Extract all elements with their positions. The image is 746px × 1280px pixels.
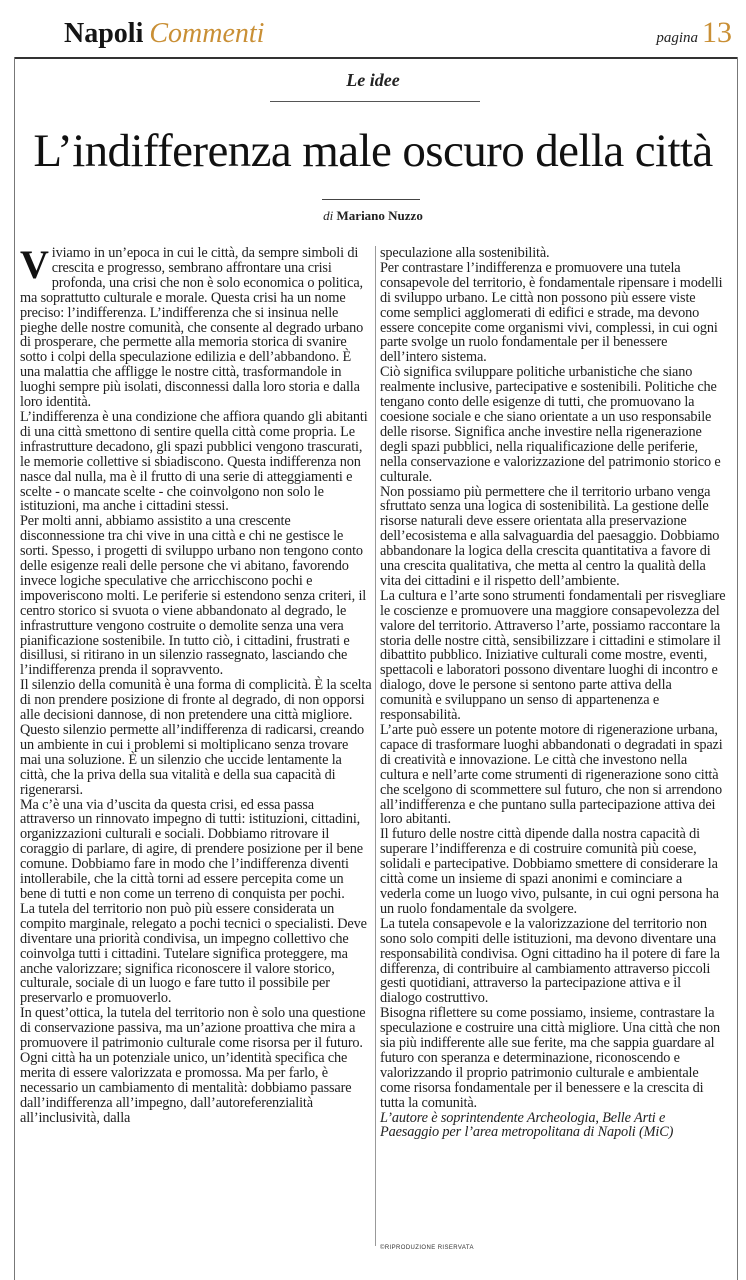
article-paragraph: Per contrastare l’indifferenza e promuovere una tutela consapevole del territorio, è fondamentale ripensare i modelli di sviluppo urbano. Le città non possono più essere viste come semplici agglomerati di edifici e strade, ma devono essere concepite come organismi vivi, complessi, in cui ogni parte svolge un ruolo fondamentale per il benessere dell’intero sistema. bbox=[380, 259, 723, 366]
masthead-divider bbox=[14, 57, 738, 59]
article-paragraph: L’indifferenza è una condizione che affiora quando gli abitanti di una città smettono di sentire quella città come propria. Le infrastrutture decadono, gli spazi pubblici vengono trascurati, le memorie collettive si sbiadiscono. Questa indifferenza non nasce dal nulla, ma è il frutto di una serie di atteggiamenti e scelte - o mancate scelte - che coinvolgono non solo le istituzioni, ma anche i cittadini stessi. bbox=[20, 408, 368, 515]
article-paragraph: Per molti anni, abbiamo assistito a una crescente disconnessione tra chi vive in una città e chi ne gestisce le sorti. Spesso, i progetti di sviluppo urbano non tengono conto delle esigenze reali delle persone che vi abitano, favorendo invece logiche speculative che arricchiscono pochi e impoveriscono molti. Le periferie si estendono senza criteri, il centro storico si svuota o viene abbandonato al degrado, le infrastrutture vengono costruite o demolite senza una vera pianificazione sostenibile. In tutto ciò, i cittadini, frustrati e disillusi, si ritirano in un silenzio rassegnato, lasciando che l’indifferenza prenda il sopravvento. bbox=[20, 513, 367, 679]
article-column-1 bbox=[20, 242, 372, 1126]
column-divider bbox=[375, 246, 376, 1246]
copyright-notice: ©RIPRODUZIONE RISERVATA bbox=[380, 1245, 474, 1251]
masthead bbox=[64, 18, 264, 54]
page-number-label: pagina bbox=[656, 30, 698, 46]
masthead-section: Commenti bbox=[149, 18, 265, 49]
drop-cap: V bbox=[20, 242, 49, 287]
kicker-divider bbox=[270, 101, 480, 102]
article-paragraph: La tutela consapevole e la valorizzazione del territorio non sono solo compiti delle istituzioni, ma devono diventare una responsabilità condivisa. Ogni cittadino ha il potere di fare la differenza, di contribuire al cambiamento attraverso piccoli gesti quotidiani, attraverso la partecipazione attiva e il dialogo costruttivo. bbox=[380, 915, 720, 1007]
author-note: L’autore è soprintendente Archeologia, Belle Arti e Paesaggio per l’area metropolitana di Napoli (MiC) bbox=[380, 1109, 674, 1141]
page-number bbox=[656, 16, 732, 50]
article-paragraph: Ciò significa sviluppare politiche urbanistiche che siano realmente inclusive, partecipative e sostenibili. Politiche che tengano conto delle esigenze di tutti, che promuovano la coesione sociale e che siano orientate a un uso responsabile delle risorse. Significa anche investire nella rigenerazione degli spazi pubblici, nella riqualificazione delle periferie, nella conservazione e valorizzazione del patrimonio storico e culturale. bbox=[380, 364, 721, 485]
article-paragraph: Non possiamo più permettere che il territorio urbano venga sfruttato senza una logica di sostenibilità. La gestione delle risorse naturali deve essere orientata alla preservazione dell’ecosistema e alla salvaguardia del paesaggio. Dobbiamo abbandonare la logica della crescita quantitativa a favore di una crescita qualitativa, che metta al centro la qualità della vita dei cittadini e il rispetto dell’ambiente. bbox=[380, 483, 720, 589]
article-paragraph: La tutela del territorio non può più essere considerata un compito marginale, relegato a pochi tecnici o specialisti. Deve diventare una priorità condivisa, un impegno collettivo che coinvolga tutti i cittadini. Tutelare significa proteggere, ma anche valorizzare; significa riconoscere il valore storico, culturale, sociale di un luogo e fare tutto il possibile per preservarlo e promuoverlo. bbox=[20, 900, 367, 1007]
article-paragraph: Ma c’è una via d’uscita da questa crisi, ed essa passa attraverso un rinnovato impegno di tutti: istituzioni, cittadini, organizzazioni culturali e sociali. Dobbiamo ritrovare il coraggio di parlare, di agire, di prendere posizione per il bene comune. Dobbiamo fare in modo che l’indifferenza diventi intollerabile, che la città torni ad essere percepita come un bene di tutti e non come un terreno di conquista per pochi. bbox=[20, 796, 363, 902]
article-paragraph: speculazione alla sostenibilità. bbox=[380, 245, 550, 261]
article-paragraph: L’arte può essere un potente motore di rigenerazione urbana, capace di trasformare luoghi abbandonati o degradati in spazi di creatività e innovazione. Le città che investono nella cultura e nell’arte come strumenti di rigenerazione sono città che scelgono di scommettere sul futuro, che non si arrendono all’indifferenza e che puntano sulla partecipazione attiva dei loro abitanti. bbox=[380, 722, 723, 828]
byline-author: Mariano Nuzzo bbox=[336, 208, 423, 223]
article-paragraph: iviamo in un’epoca in cui le città, da sempre simboli di crescita e progresso, sembrano affrontare una crisi profonda, una crisi che non è solo economica o politica, ma soprattutto culturale e morale. Questa crisi ha un nome preciso: l’indifferenza. L’indifferenza che si insinua nelle pieghe delle nostre comunità, che consente al degrado urbano di prosperare, che permette alla memoria storica di svanire sotto i colpi della speculazione edilizia e dell’abbandono. È una malattia che affligge le nostre città, trasformandole in luoghi sempre più isolati, disconnessi dalla loro storia e dalla loro identità. bbox=[20, 245, 364, 411]
headline-divider bbox=[322, 199, 420, 200]
byline bbox=[0, 208, 746, 224]
masthead-title: Napoli bbox=[64, 18, 144, 49]
section-kicker: Le idee bbox=[346, 70, 400, 90]
right-border bbox=[737, 57, 738, 1280]
left-border bbox=[14, 57, 15, 1280]
article-headline: L’indifferenza male oscuro della città bbox=[33, 125, 713, 177]
article-paragraph: Il futuro delle nostre città dipende dalla nostra capacità di superare l’indifferenza e di costruire comunità più coese, solidali e partecipative. Dobbiamo smettere di considerare la città come un insieme di spazi anonimi e cominciare a vederla come un luogo vivo, pulsante, in cui ogni persona ha un ruolo fondamentale da svolgere. bbox=[380, 826, 719, 917]
article-paragraph: Il silenzio della comunità è una forma di complicità. È la scelta di non prendere posizione di fronte al degrado, di non opporsi alle decisioni dannose, di non pretendere una città migliore. Questo silenzio permette all’indifferenza di radicarsi, creando un ambiente in cui i problemi si moltiplicano senza trovare mai una soluzione. È un silenzio che uccide lentamente la città, che la priva della sua vitalità e della sua capacità di rigenerarsi. bbox=[20, 677, 372, 798]
page-number-value: 13 bbox=[702, 16, 732, 49]
article-paragraph: In quest’ottica, la tutela del territorio non è solo una questione di conservazione passiva, ma un’azione proattiva che mira a promuovere il patrimonio culturale come risorsa per il futuro. Ogni città ha un potenziale unico, un’identità specifica che merita di essere valorizzata e promossa. Ma per farlo, è necessario un cambiamento di mentalità: dobbiamo passare dall’indifferenza all’impegno, dall’autoreferenzialità all’inclusività, dalla bbox=[20, 1005, 366, 1126]
article-paragraph: Bisogna riflettere su come possiamo, insieme, contrastare la speculazione e costruire una città migliore. Una città che non sia più indifferente alle sue ferite, ma che sappia guardare al futuro con speranza e determinazione, riconoscendo e valorizzando il proprio patrimonio culturale e ambientale come risorsa fondamentale per il benessere e la crescita di tutta la comunità. bbox=[380, 1005, 721, 1111]
article-column-2 bbox=[380, 246, 726, 1140]
article-paragraph: La cultura e l’arte sono strumenti fondamentali per risvegliare le coscienze e promuovere una maggiore consapevolezza del valore del territorio. Attraverso l’arte, possiamo raccontare la storia delle nostre città, sensibilizzare i cittadini e stimolare il dibattito pubblico. Iniziative culturali come mostre, eventi, spettacoli e laboratori possono diventare luoghi di incontro e dialogo, dove le persone si sentono parte attiva della comunità e sviluppano un senso di appartenenza e responsabilità. bbox=[380, 587, 726, 724]
byline-prefix: di bbox=[323, 208, 334, 223]
